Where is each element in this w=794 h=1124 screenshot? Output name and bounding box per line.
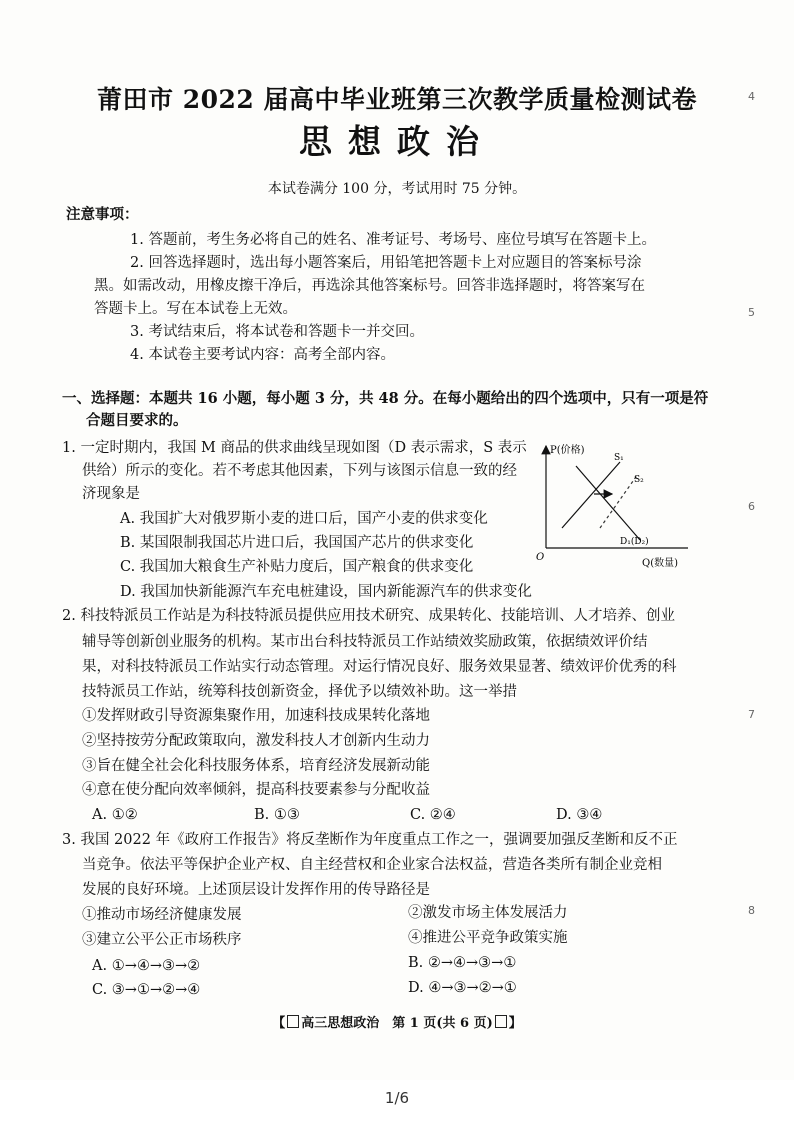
supply-curve-s1 [562,462,620,528]
q2-statement: ①发挥财政引导资源集聚作用，加速科技成果转化落地 [82,708,430,724]
edge-mark: 7 [748,708,755,721]
notice-item: 1. 答题前，考生务必将自己的姓名、准考证号、考场号、座位号填写在答题卡上。 [130,232,656,248]
q1-option-a: A. 我国扩大对俄罗斯小麦的进口后，国产小麦的供求变化 [120,511,488,527]
q3-statement: ④推进公平竞争政策实施 [408,930,568,946]
q3-statement: ②激发市场主体发展活力 [408,905,568,921]
q2-stem: 2. 科技特派员工作站是为科技特派员提供应用技术研究、成果转化、技能培训、人才培养、创业 [62,608,675,624]
q2-stem: 果，对科技特派员工作站实行动态管理。对运行情况良好、服务效果显著、绩效评价优秀的科 [82,659,677,675]
q2-option-b: B. ①③ [254,807,300,823]
s1-label: S₁ [614,453,624,463]
q1-stem: 1. 一定时期内，我国 M 商品的供求曲线呈现如图（D 表示需求，S 表示 [62,440,527,456]
page-footer: 【 高三思想政治 第 1 页(共 6 页) 】 [272,1016,522,1031]
y-axis-label: P(价格) [550,445,585,456]
notice-heading: 注意事项： [66,206,139,223]
q2-statement: ③旨在健全社会化科技服务体系，培育经济发展新动能 [82,758,430,774]
q3-statement: ③建立公平公正市场秩序 [82,932,242,948]
notice-item: 答题卡上。写在本试卷上无效。 [94,301,297,317]
checkbox-icon [287,1015,299,1028]
q2-option-a: A. ①② [92,807,138,823]
origin-label: O [536,552,545,563]
s2-label: S₂ [634,475,644,485]
viewer-footer [0,1080,794,1124]
q3-option-a: A. ①→④→③→② [92,958,201,974]
edge-mark: 8 [748,904,755,917]
exam-title: 莆田市 2022 届高中毕业班第三次教学质量检测试卷 [97,85,697,114]
demand-label: D₁(D₂) [620,537,649,547]
section-heading: 合题目要求的。 [86,412,188,429]
notice-item: 2. 回答选择题时，选出每小题答案后，用铅笔把答题卡上对应题目的答案标号涂 [130,255,642,271]
q2-stem: 辅导等创新创业服务的机构。某市出台科技特派员工作站绩效奖励政策，依据绩效评价结 [82,634,648,650]
q2-statement: ②坚持按劳分配政策取向，激发科技人才创新内生动力 [82,733,430,749]
section-heading: 一、选择题：本题共 16 小题，每小题 3 分，共 48 分。在每小题给出的四个选项中，只有一项是符 [62,390,709,407]
q3-stem: 当竞争。依法平等保护企业产权、自主经营权和企业家合法权益，营造各类所有制企业竞相 [82,857,662,873]
checkbox-icon [495,1015,507,1028]
q3-stem: 发展的良好环境。上述顶层设计发挥作用的传导路径是 [82,882,430,898]
q1-option-c: C. 我国加大粮食生产补贴力度后，国产粮食的供求变化 [120,559,474,575]
edge-mark: 5 [748,306,755,319]
exam-info: 本试卷满分 100 分，考试用时 75 分钟。 [267,181,527,197]
demand-curve [576,466,640,540]
subject-title: 思想政治 [299,122,495,161]
notice-item: 黑。如需改动，用橡皮擦干净后，再选涂其他答案标号。回答非选择题时，将答案写在 [94,278,645,294]
q2-option-c: C. ②④ [410,807,456,823]
notice-item: 4. 本试卷主要考试内容：高考全部内容。 [130,347,395,363]
x-axis-label: Q(数量) [642,558,679,569]
q2-statement: ④意在使分配向效率倾斜，提高科技要素参与分配收益 [82,782,430,798]
q2-stem: 技特派员工作站，统筹科技创新资金，择优予以绩效补助。这一举措 [82,684,517,700]
q1-stem: 供给）所示的变化。若不考虑其他因素，下列与该图示信息一致的经 [82,463,517,479]
notice-item: 3. 考试结束后，将本试卷和答题卡一并交回。 [130,324,424,340]
edge-mark: 6 [748,500,755,513]
q2-option-d: D. ③④ [556,807,603,823]
q3-stem: 3. 我国 2022 年《政府工作报告》将反垄断作为年度重点工作之一，强调要加强反垄断和反不正 [62,832,678,848]
q3-option-b: B. ②→④→③→① [408,955,517,971]
q3-statement: ①推动市场经济健康发展 [82,907,242,923]
q1-stem: 济现象是 [82,486,140,502]
q1-option-b: B. 某国限制我国芯片进口后，我国国产芯片的供求变化 [120,535,474,551]
footer-label: 高三思想政治 第 1 页(共 6 页) [301,1016,493,1031]
page-indicator: 1/6 [384,1089,410,1107]
q3-option-c: C. ③→①→②→④ [92,982,201,998]
q3-option-d: D. ④→③→②→① [408,980,517,996]
q1-option-d: D. 我国加快新能源汽车充电桩建设，国内新能源汽车的供求变化 [120,584,532,600]
supply-demand-figure [528,436,698,576]
edge-mark: 4 [748,90,755,103]
